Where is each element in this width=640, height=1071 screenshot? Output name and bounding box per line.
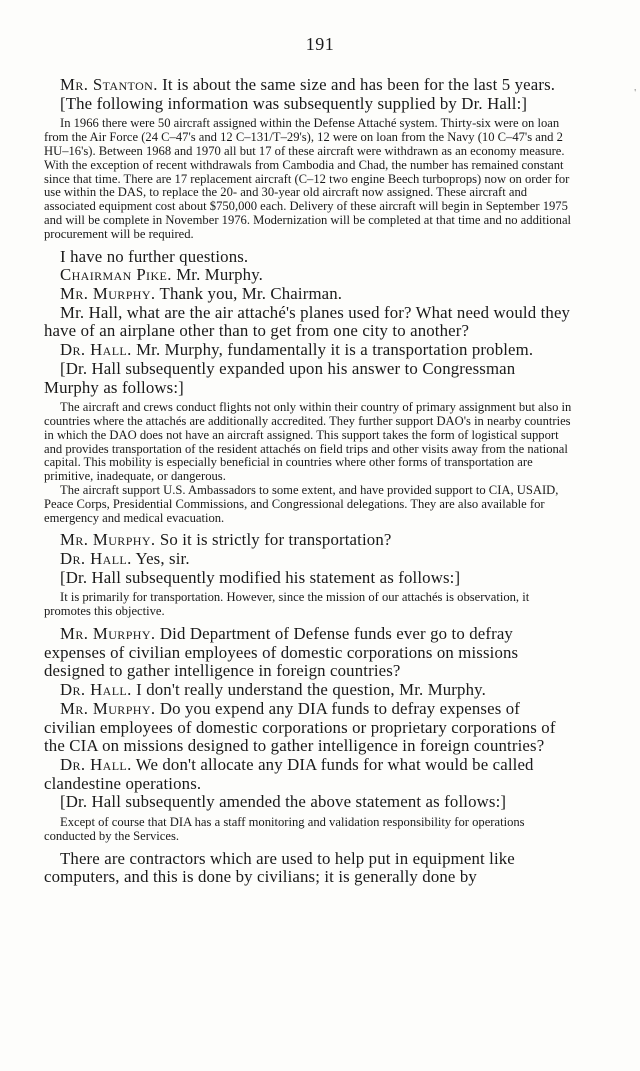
paragraph-text: I don't really understand the question, Mr. Murphy. bbox=[131, 680, 486, 700]
transcript-paragraph bbox=[44, 700, 574, 756]
paragraph-text: Mr. Murphy, fundamentally it is a transportation problem. bbox=[131, 340, 534, 360]
speaker-name: Mr. Murphy. bbox=[60, 530, 156, 550]
speaker-name: Mr. Murphy. bbox=[60, 283, 156, 303]
inserted-statement bbox=[44, 401, 574, 484]
inserted-statement bbox=[44, 117, 574, 241]
page-body bbox=[44, 76, 574, 887]
speaker-name: Dr. Hall. bbox=[60, 755, 132, 774]
speaker-name: Dr. Hall. bbox=[60, 680, 132, 700]
transcript-paragraph bbox=[44, 550, 574, 569]
paragraph-text: I have no further questions. bbox=[60, 246, 249, 266]
speaker-name: Dr. Hall. bbox=[60, 340, 132, 360]
paragraph-text: There are contractors which are used to help put in equipment like computers, and this is done by civilians; it is generally done by bbox=[44, 848, 515, 887]
paragraph-text: [Dr. Hall subsequently amended the above statement as follows:] bbox=[60, 792, 507, 812]
inserted-statement bbox=[44, 816, 574, 844]
speaker-name: Mr. Murphy. bbox=[60, 698, 156, 718]
transcript-paragraph bbox=[44, 248, 574, 267]
transcript-paragraph bbox=[44, 793, 574, 812]
paragraph-text: [Dr. Hall subsequently expanded upon his answer to Congressman Murphy as follows:] bbox=[44, 358, 516, 397]
speaker-name: Chairman Pike. bbox=[60, 265, 172, 285]
paragraph-text: Mr. Hall, what are the air attaché's planes used for? What need would they have of an airplane other than to get from one city to another? bbox=[44, 302, 571, 341]
transcript-paragraph bbox=[44, 304, 574, 341]
inserted-statement bbox=[44, 591, 574, 619]
paragraph-text: It is primarily for transportation. However, since the mission of our attachés is observation, it promotes this objective. bbox=[44, 590, 530, 619]
inserted-statement bbox=[44, 484, 574, 525]
paragraph-text: Did Department of Defense funds ever go to defray expenses of civilian employees of domestic corporations on missions designed to gather intelligence in foreign countries? bbox=[44, 624, 519, 681]
transcript-paragraph bbox=[44, 850, 574, 887]
transcript-paragraph bbox=[44, 95, 574, 114]
paragraph-text: So it is strictly for transportation? bbox=[155, 530, 392, 550]
speaker-name: Dr. Hall. bbox=[60, 549, 132, 569]
paragraph-text: Do you expend any DIA funds to defray expenses of civilian employees of domestic corporations or proprietary corporations of the CIA on missions designed to gather intelligence in foreign countries? bbox=[44, 698, 556, 756]
page-number: 191 bbox=[305, 34, 335, 54]
speaker-name: Mr. Murphy. bbox=[60, 624, 156, 644]
transcript-paragraph bbox=[44, 76, 574, 95]
transcript-paragraph bbox=[44, 569, 574, 588]
paragraph-text: [The following information was subsequently supplied by Dr. Hall:] bbox=[60, 93, 528, 113]
transcript-paragraph bbox=[44, 266, 574, 285]
paragraph-text: Yes, sir. bbox=[131, 549, 190, 569]
paragraph-text: We don't allocate any DIA funds for what would be called clandestine operations. bbox=[44, 755, 534, 793]
transcript-paragraph bbox=[44, 681, 574, 700]
paragraph-text: Except of course that DIA has a staff monitoring and validation responsibility for operations conducted by the Services. bbox=[44, 815, 525, 843]
transcript-paragraph bbox=[44, 531, 574, 550]
transcript-paragraph bbox=[44, 341, 574, 360]
paragraph-text: Thank you, Mr. Chairman. bbox=[155, 283, 343, 303]
transcript-paragraph bbox=[44, 625, 574, 681]
paragraph-text: The aircraft support U.S. Ambassadors to some extent, and have provided support to CIA, USAID, Peace Corps, Presidential Commissions, and Congressional delegations. They are also available for emergency and medical evacuation. bbox=[44, 482, 559, 525]
edge-mark: ' bbox=[634, 88, 636, 99]
paragraph-text: The aircraft and crews conduct flights not only within their country of primary assignment but also in countries where the attachés are additionally accredited. They further support DAO's in nearby countries in which the DAO does not have an aircraft assigned. This support takes the form of logistical support and provides transportation of the resident attachés on field trips and other visits away from the national capital. This mobility is especially beneficial in countries where other forms of transportation are primitive, inadequate, or dangerous. bbox=[44, 400, 572, 484]
paragraph-text: [Dr. Hall subsequently modified his statement as follows:] bbox=[60, 567, 461, 587]
paragraph-text: It is about the same size and has been for the last 5 years. bbox=[157, 75, 556, 94]
speaker-name: Mr. Stanton. bbox=[60, 75, 158, 94]
paragraph-text: Mr. Murphy. bbox=[171, 265, 263, 285]
paragraph-text: In 1966 there were 50 aircraft assigned within the Defense Attaché system. Thirty-six were on loan from the Air Force (24 C–47's and 12 C–131/T–29's), 12 were on loan from the Navy (10 C–47's and 2 HU–16's). Between 1968 and 1970 all but 17 of these aircraft were withdrawn as an economy measure. With the exception of recent withdrawals from Cambodia and Chad, the number has remained constant since that time. There are 17 replacement aircraft (C–12 two engine Beech turboprops) now on order for use within the DAS, to replace the 20- and 30-year old aircraft now assigned. These aircraft and associated equipment cost about $750,000 each. Delivery of these aircraft will begin in September 1975 and will be complete in November 1976. Modernization will be completed at that time and no additional procurement will be required. bbox=[44, 116, 572, 241]
transcript-paragraph bbox=[44, 285, 574, 304]
transcript-paragraph bbox=[44, 756, 574, 793]
transcript-paragraph bbox=[44, 360, 574, 397]
